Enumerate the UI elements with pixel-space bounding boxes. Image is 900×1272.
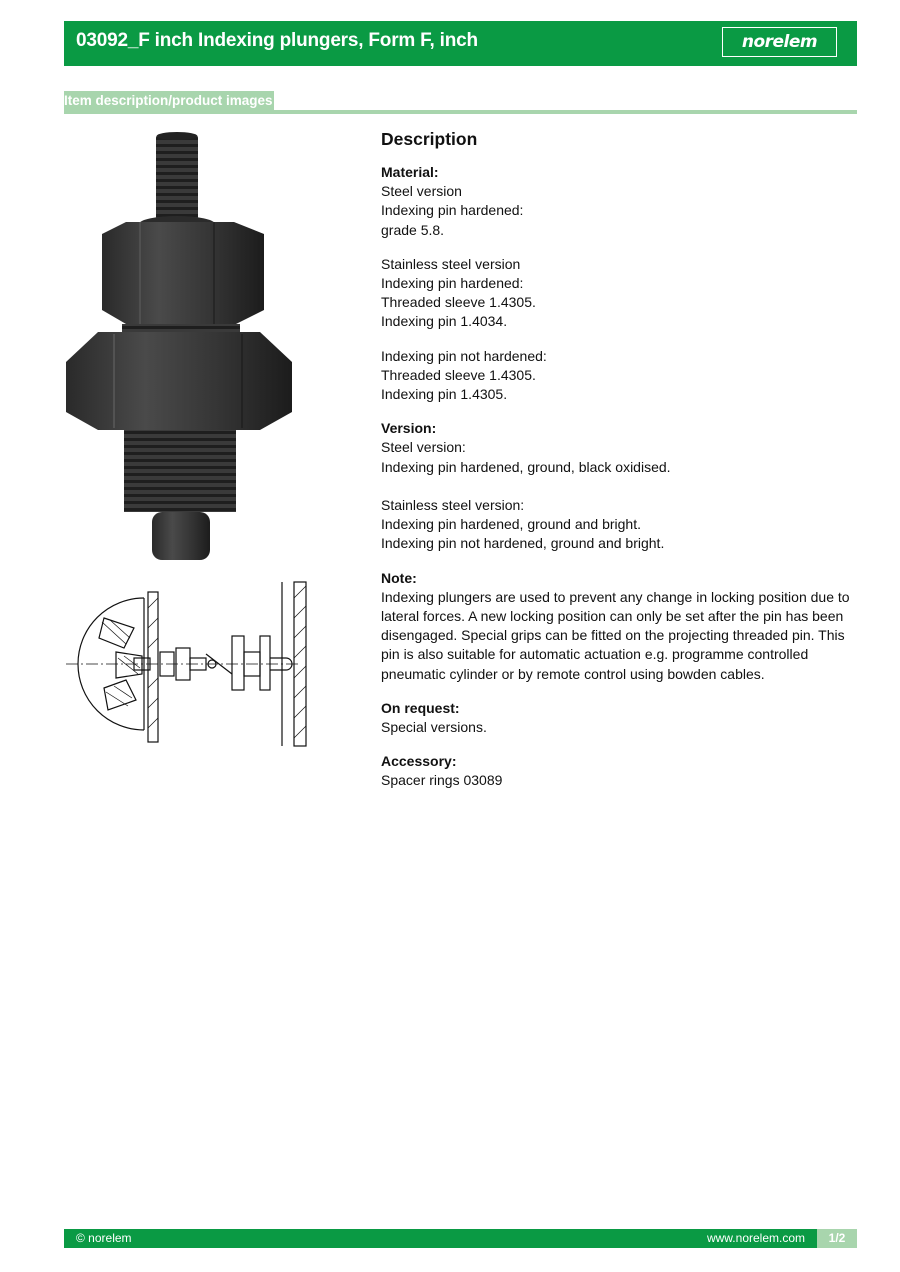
material-line: Indexing pin hardened: (381, 202, 524, 219)
norelem-logo (722, 27, 837, 57)
stainless-paragraph (381, 255, 857, 332)
accessory-paragraph (381, 752, 857, 790)
not-hardened-paragraph (381, 347, 857, 405)
version-line: Indexing pin not hardened, ground and bright. (381, 535, 665, 552)
section-header (64, 91, 857, 114)
not-hardened-line: Indexing pin 1.4305. (381, 386, 508, 403)
on-request-title: On request: (381, 699, 460, 716)
material-line: Steel version (381, 183, 462, 200)
version-line: Indexing pin hardened, ground, black oxidised. (381, 458, 671, 475)
not-hardened-line: Indexing pin not hardened: (381, 347, 547, 364)
version-line: Indexing pin hardened, ground and bright. (381, 516, 641, 533)
not-hardened-line: Threaded sleeve 1.4305. (381, 366, 536, 383)
page-title: 03092_F inch Indexing plungers, Form F, inch (76, 30, 478, 51)
section-label: Item description/product images (64, 91, 274, 111)
note-title: Note: (381, 569, 417, 586)
version-line: Stainless steel version: (381, 497, 525, 514)
footer-copyright: © norelem (76, 1231, 132, 1245)
version-spacer (381, 477, 857, 496)
version-title: Version: (381, 420, 437, 437)
page-footer (64, 1229, 857, 1248)
description-heading: Description (381, 129, 478, 149)
stainless-line: Stainless steel version (381, 255, 521, 272)
version-paragraph (381, 419, 857, 553)
material-title: Material: (381, 164, 439, 180)
on-request-paragraph (381, 699, 857, 737)
material-paragraph (381, 163, 857, 240)
description-section (381, 128, 857, 806)
note-paragraph (381, 569, 857, 684)
stainless-line: Indexing pin 1.4034. (381, 313, 508, 330)
footer-url-link[interactable]: www.norelem.com (706, 1231, 805, 1245)
page-header (64, 21, 857, 66)
on-request-line: Special versions. (381, 719, 487, 736)
logo-text: norelem (741, 32, 818, 52)
application-diagram (64, 578, 314, 748)
page-number: 1/2 (817, 1229, 857, 1248)
note-text: Indexing plungers are used to prevent any change in locking position due to lateral forces. A new locking position can only be set after the pin has been disengaged. Special grips can be fitted on the projecting threaded pin. This pin is also suitable for automatic actuation e.g. programme controlled pneumatic cylinder or by remote control using bowden cables. (381, 588, 850, 682)
product-photo (64, 130, 294, 565)
accessory-title: Accessory: (381, 753, 457, 770)
version-line: Steel version: (381, 439, 466, 456)
stainless-line: Threaded sleeve 1.4305. (381, 294, 536, 311)
accessory-line: Spacer rings 03089 (381, 772, 503, 789)
material-line: grade 5.8. (381, 221, 445, 238)
stainless-line: Indexing pin hardened: (381, 275, 524, 292)
